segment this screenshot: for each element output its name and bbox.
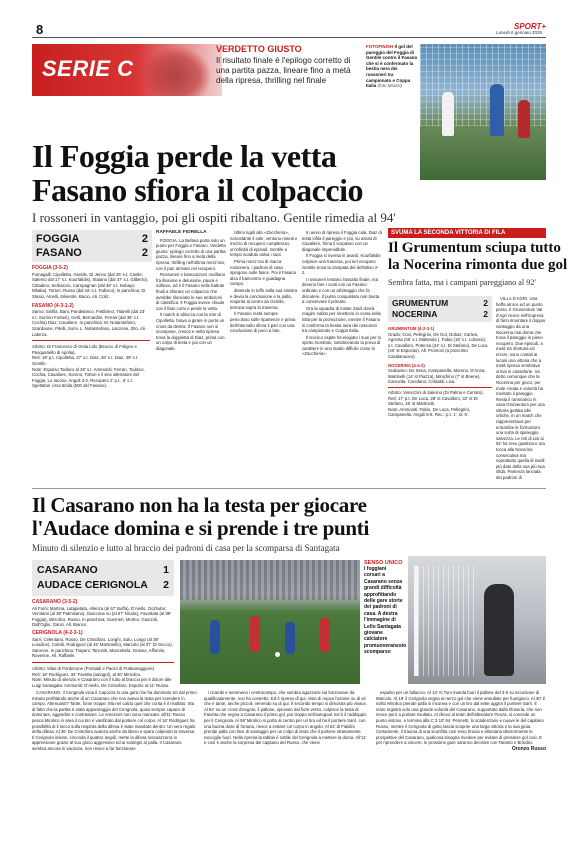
casarano-subhead: Minuto di silenzio e lutto al braccio dei padroni di casa per la scomparsa di Santagata: [32, 543, 340, 553]
casarano-formation-title: CASARANO (3-5-2): [32, 599, 78, 605]
score-box-casarano-cerignola: [32, 560, 174, 596]
goal-net-bw: [418, 566, 478, 676]
goals-info: Reti: 18' Rodriguez, 34' Favetta (autogol), al 30' Mirrolico.: [32, 671, 142, 677]
fasano-formation: Sarno; Sinfila, Bani, Pandelanco, Fiebbrino; Titarelli (dal 23' s.t. Sorrino Fortieri), Gerli, Bernardini, Ferrari (dal 38' s.t. Cochia) Diaz; Cavaliere. In panchina: M. Notarstefano, Scardaone, Pitelli, Somi, L. Notarstefano, Lanzone, Zito, Ali. Laterza.: [32, 309, 146, 337]
page-date: Lunedì 6 gennaio 2025: [496, 30, 543, 35]
grumentum-subhead: Sembra fatta, ma i campani pareggiano al 92': [388, 278, 536, 287]
casarano-match-photo: [180, 560, 360, 684]
casarano-headline-2: l'Audace domina e si prende i tre punti: [32, 516, 369, 540]
article-paragraph: In avvio di ripresa il Foggia cala, Diaz di testa infila il pareggio e poi, su assist di Cavaliere, firma il sorpasso con un diagonale imprendibile.: [302, 230, 382, 252]
team-home: CASARANO: [37, 564, 98, 576]
score-row-away: [37, 579, 169, 591]
fotofinish-credit: (foto Maizzi): [377, 83, 403, 89]
player-blue-2: [285, 622, 295, 654]
fotofinish-text: Il gol del pareggio del Foggia di Gentile contro il Fasano che si è confermato la bestia nera dei rossoneri tra campionato e Coppa Italia: [366, 44, 418, 89]
team-home: GRUMENTUM: [392, 298, 449, 308]
player-blue-1: [210, 620, 220, 654]
section-label: SERIE C: [42, 56, 134, 81]
referee-info: Arbitro: Di Francesco di Ostia Lido (Bracco di Foligno e Pasquariello di Aprilia).: [32, 344, 137, 355]
article-foggia-col2: [230, 230, 298, 335]
article-paragraph: FOGGIA. La Befana porta solo un punto per Foggia e Fasano. Verdetto giusto: epilogo corretto di una partita pazza, lineare fino a metà della ripresa, thrilling nell'ultima mezz'ora, con il pari arrivato nel recupero.: [156, 237, 226, 271]
main-headline-1: Il Foggia perde la vetta: [32, 138, 337, 174]
tabellino-rule: [32, 662, 174, 663]
grumentum-banner: [388, 228, 546, 238]
nocerina-formation: Scalavino; De Sena, Campanella, Moreno, D'Anna; Martinelli (14' st Piazza), Minichino (7' st Boene), Camorila, Coriolano; Cristaldi, Lisa.: [388, 368, 486, 385]
goals-away: 2: [483, 309, 488, 319]
grumentum-formation: Grado; Covi, Pellegrini, De Gol, Dobaz; Carlesi, Agresta (45' s.t. Matteiola ), Fabio (18' s.t. Lobossi); s.t. Cavalloro, Potenza (24' s.t. Di Stefano), De Luca (40' st Esposito). All. Promoni (a proscritto Casalanuovo).: [388, 331, 488, 359]
article-paragraph: espulso per un fallaccio. Al 13' Al Tuni manda fuori il pallone del 3-0 su incursione di Marcolo. Al 19' il Cerignola segna un terzo gol che viene annullato per fuorigioco. Al 30' il solito Mirolico prende palla si incunea e con un tiro dal sette aggira il portiere Sarri. Il resto registra solo una grande volontà del Casarano, supportato dalla tifoseria, che non riesce però a portare risultato. Al rilievo al team dell'allenatore Penza, si concede un punto vistoso, e termina alla C 3 10' 94. Pennetti, lo scadenzario e nuove le del capitano Russo, mentre il Cerignola di getto lascia scoprire una larga vittoria e la sua gioia. Certamente, il trauma di una sconfitta così esso brucia e allontana ulteriormente le prospettive del Casarano, qualcosa bisogna rivedere per evitare di prendere gol così. E per riprendere a vincere, le prossime gare saranno decisive con Taranto e Brindisi.: [376, 690, 545, 746]
article-foggia-col3: [302, 230, 382, 358]
brand-logo: SPORT+: [514, 22, 547, 31]
article-foggia-col1: [156, 230, 226, 352]
page-number: 8: [36, 22, 44, 37]
article-paragraph: Il Fasano resta sempre pericoloso sulle ripartenze e prima dell'intervallo sfiora il pari con una conclusione di poco a lato.: [230, 311, 296, 334]
photo-caption: [364, 560, 407, 656]
team-home: FOGGIA: [36, 233, 80, 245]
goals-away: 2: [141, 247, 148, 259]
ball: [275, 652, 280, 657]
article-casarano-col3: [376, 690, 546, 753]
article-paragraph: Ultimi rigidi allo «Zaccheria», nonostante il sole, ventuno minuti e mezzo di recupero complessivi, un'infinità di episodi. Gentile a tempo scaduto salva i suoi.: [230, 230, 298, 258]
foggia-formation: Fumagalli; Cipolletta, Gentile, Di Jenno (dal 25' s.t. Castle; Salerno dal 17' s.t. Kourfalidis), Staiano (dal 37' s.t. Gilberto), Cittadino, Serbaccio, Carnpagnan (dal 38' s.t. Nobayo Mbaka), Tortori, Russo (dal 16' s.t. Todisco); In panchina: Di Stasio, Amelli, Silvestre, Bacio, Ali. Coliz.: [32, 271, 149, 299]
article-paragraph: distende in tuffo sulla sua sinistra e devia la conclusione e la palla, respinta al centro da Gentile, termina sopra la traversa.: [230, 287, 298, 310]
player-blue: [490, 84, 504, 136]
notes-info: Note: Minuto di silenzio e Casarano con il lutto al braccio per il dolore alle Luigi Santagata. Ammoniti: D'Aiello, De Cristofaro. Espulsi: al 11' Russo.: [32, 677, 172, 688]
tabellino-casarano: [32, 600, 174, 688]
article-paragraph: Il match si sblocca con la rete di Cipolletta, bravo a girare in porta un cross da destra. Il Fasano non si scompone, cresce e nella ripresa trova la doppietta di Diaz, prima con un colpo di testa e poi con un diagonale.: [156, 312, 225, 351]
team-away: AUDACE CERIGNOLA: [37, 579, 148, 591]
notes-info: Note: Espulso Todisco al 28' s.t. Ammoniti: Ferrari, Todisco, Cochia, Cavaliere, Sorrino, Tortori e il vice allenatore del Foggia, Lo Iacono. Angoli 3-2. Recupero 2' p.t., 6' s.t. Spettatori circa 6mila (500 del Fasano).: [32, 366, 145, 389]
article-paragraph: Il tecnico ospite ha elogiato i suoi per lo spirito mostrato, sottolineando la prova di carattere in uno stadio difficile come lo «Zaccheria».: [302, 334, 382, 357]
caption-title: SENSO UNICO: [364, 560, 403, 566]
serie-c-banner: [32, 44, 222, 96]
tabellino-foggia-fasano: [32, 266, 150, 389]
article-author: RAFFAELE FIORELLA: [156, 230, 207, 235]
player-silhouette-bw: [484, 584, 514, 676]
score-row-away: [392, 309, 488, 319]
section-divider: [32, 488, 546, 489]
cerignola-formation: Sarri; Celentano, Russo, De Cristofaro, Longhi, Sulu, Longo (al 39' Loiodice), Coletti, Rodriguez (al 45' Martiniello), Marcolo (al 37' Di Gecco), Saronne. In panchina: Trapani, Tarroniti, Muscettela, Grasso, Affionito, Rovenne. All. Raffaele.: [32, 636, 173, 659]
goals-home: 1: [163, 564, 169, 576]
article-byline: Oronzo Russo: [511, 745, 546, 752]
score-row-home: [36, 233, 148, 245]
verdetto-box: [216, 44, 356, 98]
foggia-formation-title: FOGGIA (3-5-2): [32, 265, 68, 271]
main-subhead: I rossoneri in vantaggio, poi gli ospiti ribaltano. Gentile rimedia al 94': [32, 210, 396, 225]
article-paragraph: Ora la squadra di mister Zauli dovrà reagire subito per rimettersi in corsa nella lotta per la promozione, mentre il Fasano si conferma la bestia nera dei rossoneri tra campionato e Coppa Italia.: [302, 305, 381, 334]
tabellino-rule: [32, 340, 150, 341]
score-box-foggia-fasano: [32, 230, 152, 262]
nocerina-formation-title: NOCERINA (4-4-2): [388, 362, 425, 368]
referee-info: Arbitro: Venezzini di Salerno (Di Palma e Cerrato).: [388, 389, 484, 395]
score-row-away: [36, 247, 148, 259]
grumentum-formation-title: GRUMENTUM (4-2-3-1): [388, 326, 435, 331]
main-headline-2: Fasano sfiora il colpaccio: [32, 172, 363, 208]
caption-text: I foggiani corsari a Casarano senza grandi difficoltà approfittando delle gare storte dei padroni di casa. A destra l'immagine di Lello Santagata giovane calciatore promuoveranesto scomparso: [364, 566, 407, 656]
player-white: [442, 92, 454, 136]
article-paragraph: Il Foggia si riversa in avanti, Kourfalidis colpisce una traversa, poi nel recupero Gentile trova la zampata del definitivo 2-2.: [302, 253, 381, 276]
verdetto-text: Il risultato finale è l'epilogo corretto di una partita pazza, lineare fino a metà della ripresa, thrilling nel finale: [216, 56, 351, 85]
fotofinish-caption: [366, 44, 418, 142]
player-red-2: [320, 618, 330, 652]
article-paragraph: Rossoneri e biancazzurri oscillano fra illusione e delusione, paura e sollievo, ed è il Fasano nelle battute finali a sfiorare un colpaccio che avrebbe rilanciato le sue ambizioni di classifica. Il Foggia invece chiude con il fiato corto e perde la vetta.: [156, 272, 226, 311]
verdetto-title: VERDETTO GIUSTO: [216, 44, 302, 54]
player-silhouette: [142, 46, 212, 96]
article-paragraph: CASARANO. Il Cerignola vicia Il Capozza in una gara che ha dominato sin dal primo minuto profittando anche di un Casarano che non aveva la testa per scendere in campo. Attenuanti? Tante, forse troppe. Ma nel calcio quel che conta è il risultato. Sta di fatto che la partita è stata appannaggio del Cerignola, quasi sempre capace di dominare, aggredire e contrastare. Le emozioni non sono mancate: all'11' Russo pesca Mirolico in area il cui tiro è vanificato dal portiere col corpo. Al 16' Rodriguez ha possibilità di il tocco sulla respinta della difesa è stato mandato dentro. Un vero regalo della difesa. Al 36' De Cristoforo avanza anche da libero e spara colpendo la traversa. Il Cerignola insiste, circonda il quattro angoli, mette la difesa rossoazzurra in apprensione grazie al suo gioco aggressivo ed ai sostegni ai palla. Il Casarano sembra ancora in vacanza, non riesce a far funzionare: [32, 690, 197, 751]
santagata-photo: [408, 556, 546, 684]
article-casarano-col2: [204, 690, 369, 747]
notes-info: Note: Ammoniti: Fabio, De Luca, Pellegrini, Campanella. Angoli 5-6. Rec.: p.t. 1', st. 6'.: [388, 406, 470, 418]
goals-away: 2: [163, 579, 169, 591]
casarano-formation: Ali Fumi; Martina, Latapetata, Allenza (al 67' Buffa), D'Aiello, Oozhubo; Verotami (al 38' Palmisano), Giaccone su (al 67' Nicola), Favottata (al 89' Foggia), Mirrolico, Russo. In panchina: Guerrieri, Morleo, Giunzoli, Dall'Oglio, Ganci. All. Bianco.: [32, 605, 172, 628]
fasano-formation-title: FASANO (4-3-1-2): [32, 302, 74, 309]
fotofinish-label: FOTOFINISH: [366, 44, 394, 49]
article-paragraph: Prima mezz'ora di marca rossonera, i padroni di casa spingono sulle fasce. Poi il Fasano alza il baricentro e guadagna campo.: [230, 258, 297, 287]
player-red-1: [250, 616, 260, 652]
cerignola-formation-title: CERIGNOLA (4-2-3-1): [32, 629, 83, 636]
goals-home: 2: [141, 233, 148, 245]
score-row-home: [392, 298, 488, 308]
tabellino-rule: [388, 387, 492, 388]
article-grumentum: [496, 296, 546, 482]
page-header: [0, 0, 580, 37]
tabellino-grumentum: [388, 326, 492, 418]
grumentum-headline-1: Il Grumentum sciupa tutto: [388, 240, 561, 256]
article-casarano-col1: [32, 690, 197, 753]
team-away: NOCERINA: [392, 309, 438, 319]
score-box-grumentum-nocerina: [388, 296, 492, 322]
grumentum-headline-2: la Nocerina rimonta due gol: [388, 257, 568, 273]
casarano-headline-1: Il Casarano non ha la testa per giocare: [32, 493, 367, 517]
article-paragraph: VILLA D'AGRI. Una beffa atroce ed un punto perso. Il Grumentum Val d'Agri riesce nell'impresa di farsi rimontare il doppio vantaggio da una Nocerina mai doma che trova il pareggio in pieno recupero. Due episodi, a metà tra sfortuna ed errore, sono costati ai lucani una vittoria che a metà ripresa sembrava ormai in cassaforte. Va detto comunque che la Nocerina per gioco, per mole creata e volontà ha meritato il pareggio. Resta il rammarico in casa Grumentum per una vittoria gettata alle ortiche, in un match che rappresentava per entrambe le formazioni una sorta di spareggio salvezza. Le reti di Lisi ai 92' ha reso giustizia e ora tocca alla Nocerina consecutiva ma soprattutto quella di inutili più dato della sua più sua sfida. Partenza lanciata dei padroni di: [496, 296, 546, 480]
referee-info: Arbitro: Silas di Pordenone (Pontaldi e Pacini di Frattamaggiore).: [32, 665, 156, 671]
stadium-crowd: [180, 560, 360, 600]
player-red: [518, 100, 530, 138]
header-rule: [32, 37, 546, 38]
team-away: FASANO: [36, 247, 82, 259]
article-paragraph: I rossoneri tentano l'assalto finale, ma devono fare i conti con un Fasano ordinato e con un arbitraggio che fa discutere. Il punto conquistato non basta a conservare il primato.: [302, 276, 380, 305]
foggia-goal-photo: [420, 44, 546, 180]
article-paragraph: i ricambi e nemmeno i centrocampo, che sembra aguzzarsi sia funzionare da qualificatamente, non ha costretto. Ed è ripreso di qui, visto di nuovo l'azione su di sé che è tante, anche piccoli, venendo su di qui. Il secondo tempo si dimostra più vivace. Al 54' su un cross d'angolo, il pallone, spiovuto dal fiore vento, colpisce la testa di Favetta che segna a Casarano il primo gol, pur troppo nell'autogoal. Ed è il raddoppio per il Cerignola. Al 58' Mirolico si porta al centro per un tiro ed ha il portiere Sarri, con una buona dose di fortuna, riesce a evitare col corpo in angolo. Al 64' di Fialdini prende palla con fare di vantaggio per un colpo di testa che il portiere stranamente raccoglie fuori. Nella ripresa la rabbia è sottile del Cerignola a mettere la doma. All'11' e così è anche la sorpresa del capitano del Russo, che viene: [204, 690, 368, 746]
goals-info: Reti: 17' p.t. De Luca, 28' st Cavalloro, 32' st Di Stefano, 46' st Martinelli.: [388, 395, 478, 407]
banner-text: SVUMA LA SECONDA VITTORIA DI FILA: [391, 229, 506, 236]
goals-info: Reti: 19' p.t. Cipolletta, 27' s.t. Diaz, 36' s.t. Diaz, 49' s.t. Gentile.: [32, 355, 139, 366]
score-row-home: [37, 564, 169, 576]
goals-home: 2: [483, 298, 488, 308]
